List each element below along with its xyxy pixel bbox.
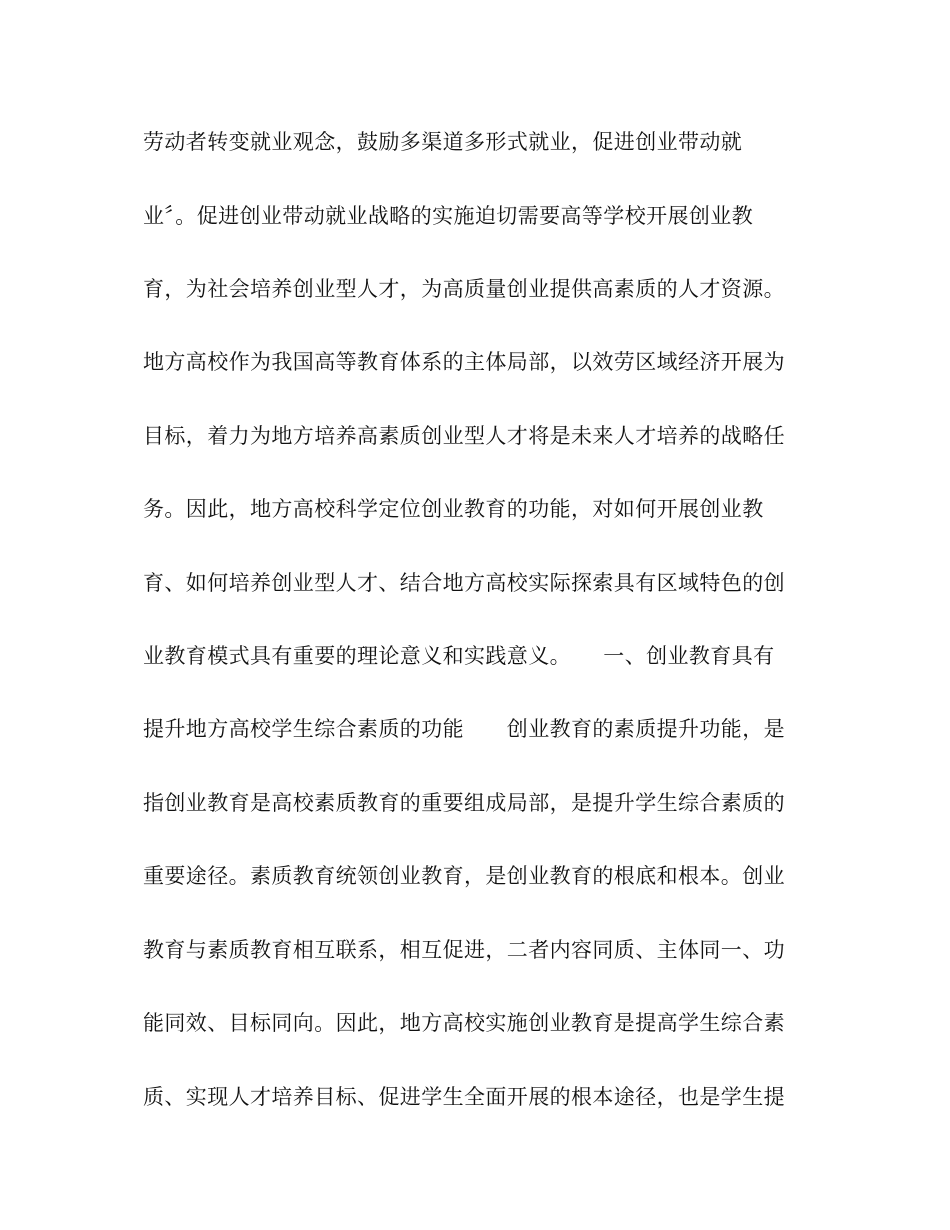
text-line: 务。因此，地方高校科学定位创业教育的功能，对如何开展创业教 [143, 497, 764, 521]
text-line: 业教育模式具有重要的理论意义和实践意义。 一、创业教育具有 [143, 644, 775, 668]
text-line: 目标，着力为地方培养高素质创业型人才将是未来人才培养的战略任 [143, 424, 785, 448]
text-line: 育，为社会培养创业型人才，为高质量创业提供高素质的人才资源。 [143, 277, 785, 301]
text-line: 重要途径。素质教育统领创业教育，是创业教育的根底和根本。创业 [143, 864, 785, 888]
text-line: 提升地方高校学生综合素质的功能 创业教育的素质提升功能，是 [143, 717, 785, 741]
text-line: 指创业教育是高校素质教育的重要组成局部，是提升学生综合素质的 [143, 791, 785, 815]
text-line: 教育与素质教育相互联系，相互促进，二者内容同质、主体同一、功 [143, 938, 785, 962]
text-line: 劳动者转变就业观念，鼓励多渠道多形式就业，促进创业带动就 [143, 130, 743, 154]
text-line: 业〞。促进创业带动就业战略的实施迫切需要高等学校开展创业教 [143, 204, 754, 228]
text-line: 育、如何培养创业型人才、结合地方高校实际探索具有区域特色的创 [143, 571, 785, 595]
text-line: 质、实现人才培养目标、促进学生全面开展的根本途径，也是学生提 [143, 1085, 785, 1109]
text-line: 能同效、目标同向。因此，地方高校实施创业教育是提高学生综合素 [143, 1011, 785, 1035]
text-line: 地方高校作为我国高等教育体系的主体局部，以效劳区域经济开展为 [143, 350, 785, 374]
